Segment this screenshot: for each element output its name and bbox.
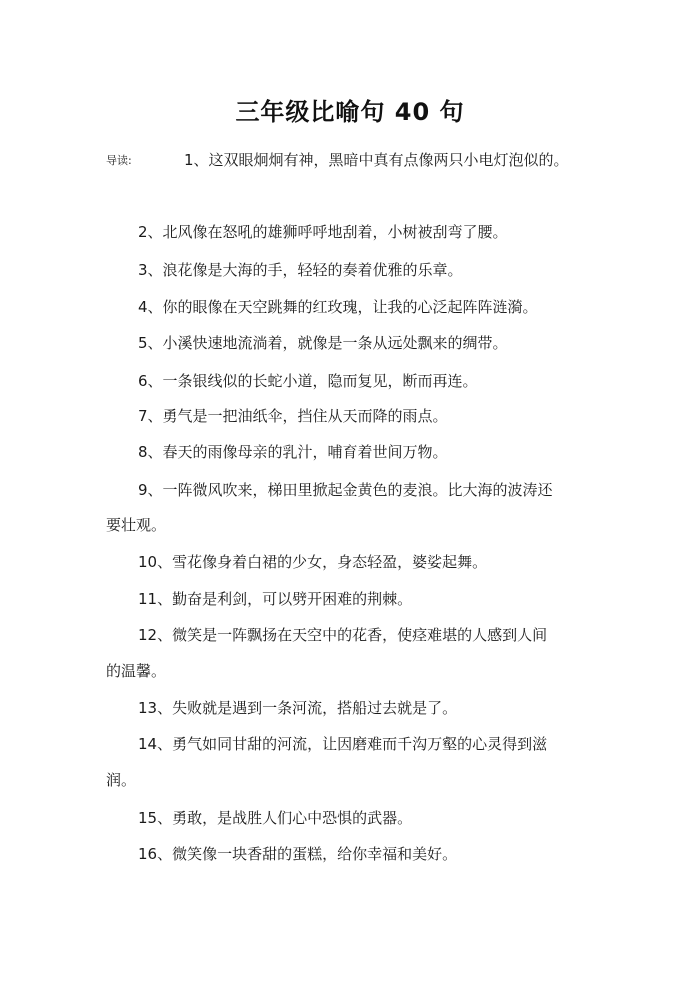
sentence-10: 10、雪花像身着白裙的少女，身态轻盈，婆娑起舞。 (138, 553, 488, 571)
sentence-5: 5、小溪快速地流淌着，就像是一条从远处飘来的绸带。 (138, 334, 508, 352)
sentence-9-continued: 要壮观。 (106, 516, 167, 534)
sentence-7: 7、勇气是一把油纸伞，挡住从天而降的雨点。 (138, 407, 448, 425)
sentence-12-continued: 的温馨。 (106, 662, 167, 680)
sentence-11: 11、勤奋是利剑，可以劈开困难的荆棘。 (138, 590, 413, 608)
guide-label: 导读: (106, 154, 132, 167)
document-title: 三年级比喻句 40 句 (235, 98, 465, 126)
sentence-13: 13、失败就是遇到一条河流，搭船过去就是了。 (138, 699, 458, 717)
sentence-16: 16、微笑像一块香甜的蛋糕，给你幸福和美好。 (138, 845, 458, 863)
sentence-12: 12、微笑是一阵飘扬在天空中的花香，使痉难堪的人感到人间 (138, 626, 548, 644)
sentence-6: 6、一条银线似的长蛇小道，隐而复见，断而再连。 (138, 372, 478, 390)
sentence-1: 1、这双眼炯炯有神，黑暗中真有点像两只小电灯泡似的。 (184, 151, 569, 169)
sentence-15: 15、勇敢，是战胜人们心中恐惧的武器。 (138, 809, 413, 827)
sentence-14-continued: 润。 (106, 771, 137, 789)
sentence-9: 9、一阵微风吹来，梯田里掀起金黄色的麦浪。比大海的波涛还 (138, 481, 553, 499)
sentence-4: 4、你的眼像在天空跳舞的红玫瑰，让我的心泛起阵阵涟漪。 (138, 298, 538, 316)
sentence-2: 2、北风像在怒吼的雄狮呼呼地刮着，小树被刮弯了腰。 (138, 223, 508, 241)
sentence-8: 8、春天的雨像母亲的乳汁，哺育着世间万物。 (138, 443, 448, 461)
sentence-14: 14、勇气如同甘甜的河流，让因磨难而千沟万壑的心灵得到滋 (138, 735, 548, 753)
sentence-3: 3、浪花像是大海的手，轻轻的奏着优雅的乐章。 (138, 261, 463, 279)
